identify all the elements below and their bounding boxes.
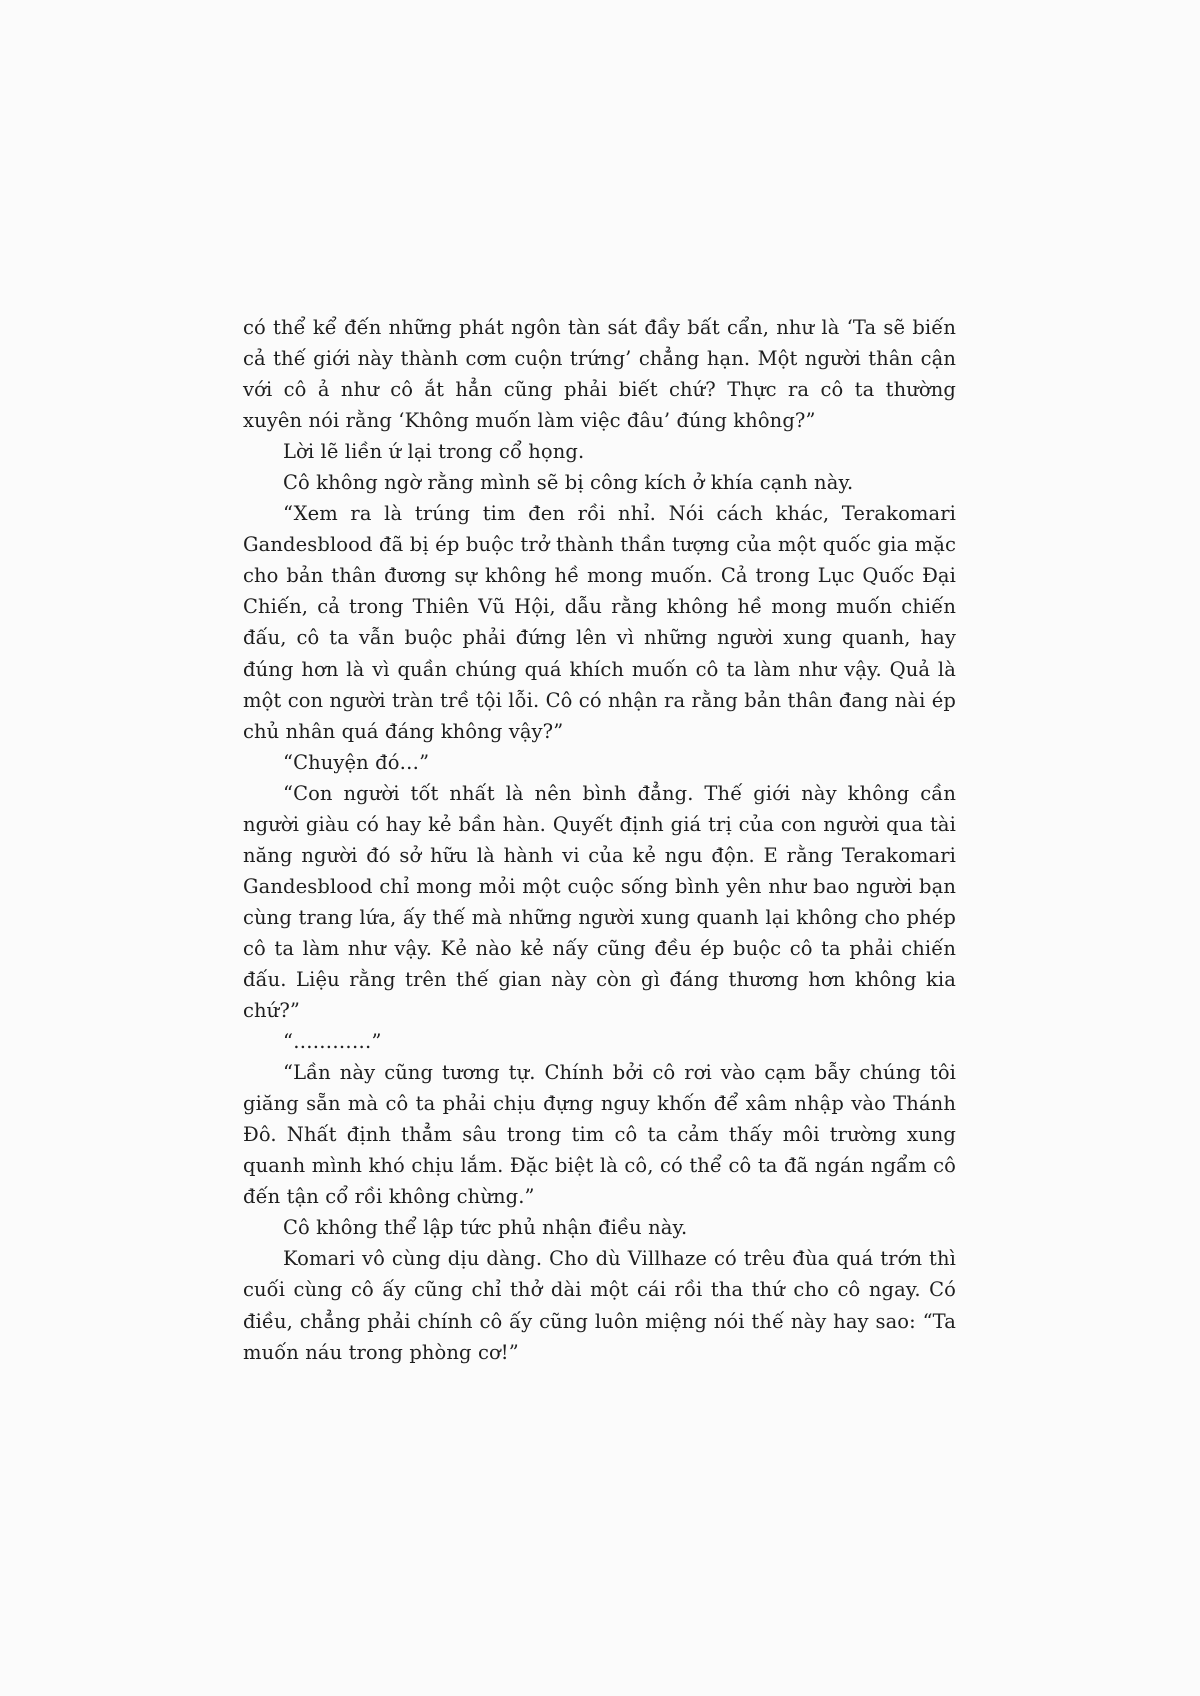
text-line: đấu, cô ta vẫn buộc phải đứng lên vì những người xung quanh, hay	[243, 626, 956, 650]
text-line: đấu. Liệu rằng trên thế gian này còn gì đáng thương hơn không kia	[243, 967, 956, 991]
text-line: Chiến, cả trong Thiên Vũ Hội, dẫu rằng không hề mong muốn chiến	[243, 595, 956, 619]
text-line: với cô ả như cô ắt hẳn cũng phải biết chứ? Thực ra cô ta thường	[243, 378, 956, 402]
text-line: Cô không ngờ rằng mình sẽ bị công kích ở khía cạnh này.	[283, 471, 854, 495]
text-line: xuyên nói rằng ‘Không muốn làm việc đâu’ đúng không?”	[243, 409, 816, 433]
text-line: cô ta làm như vậy. Kẻ nào kẻ nấy cũng đều ép buộc cô ta phải chiến	[243, 936, 956, 960]
text-line: Gandesblood đã bị ép buộc trở thành thần tượng của một quốc gia mặc	[243, 533, 956, 557]
text-line: “Con người tốt nhất là nên bình đẳng. Thế giới này không cần	[283, 781, 956, 805]
text-line: chứ?”	[243, 999, 300, 1023]
text-line: cùng trang lứa, ấy thế mà những người xung quanh lại không cho phép	[243, 905, 956, 929]
text-line: có thể kể đến những phát ngôn tàn sát đầy bất cẩn, như là ‘Ta sẽ biến	[243, 316, 956, 339]
text-line: đúng hơn là vì quần chúng quá khích muốn cô ta làm như vậy. Quả là	[243, 657, 956, 681]
text-line: Lời lẽ liền ứ lại trong cổ họng.	[283, 440, 585, 464]
text-line: đến tận cổ rồi không chừng.”	[243, 1185, 535, 1209]
text-line: “Chuyện đó…”	[283, 750, 430, 774]
page-body-text	[243, 312, 956, 1368]
text-line: “…………”	[283, 1030, 382, 1054]
text-line: quanh mình khó chịu lắm. Đặc biệt là cô, có thể cô ta đã ngán ngẩm cô	[243, 1154, 956, 1178]
text-line: “Lần này cũng tương tự. Chính bởi cô rơi vào cạm bẫy chúng tôi	[283, 1061, 956, 1085]
text-line: cuối cùng cô ấy cũng chỉ thở dài một cái rồi tha thứ cho cô ngay. Có	[243, 1278, 956, 1302]
text-line: người giàu có hay kẻ bần hàn. Quyết định giá trị của con người qua tài	[243, 812, 956, 836]
text-line: Gandesblood chỉ mong mỏi một cuộc sống bình yên như bao người bạn	[243, 874, 956, 898]
text-line: năng người đó sở hữu là hành vi của kẻ ngu độn. E rằng Terakomari	[243, 843, 956, 867]
text-line: một con người tràn trề tội lỗi. Cô có nhận ra rằng bản thân đang nài ép	[243, 688, 956, 712]
text-line: muốn náu trong phòng cơ!”	[243, 1340, 519, 1364]
text-line: cho bản thân đương sự không hề mong muốn. Cả trong Lục Quốc Đại	[243, 564, 956, 588]
text-line: giăng sẵn mà cô ta phải chịu đựng nguy khốn để xâm nhập vào Thánh	[243, 1092, 956, 1116]
text-line: Komari vô cùng dịu dàng. Cho dù Villhaze có trêu đùa quá trớn thì	[283, 1247, 956, 1271]
text-line: Cô không thể lập tức phủ nhận điều này.	[283, 1216, 688, 1240]
text-line: Đô. Nhất định thẳm sâu trong tim cô ta cảm thấy môi trường xung	[243, 1123, 956, 1147]
text-line: cả thế giới này thành cơm cuộn trứng’ chẳng hạn. Một người thân cận	[243, 347, 956, 371]
text-line: điều, chẳng phải chính cô ấy cũng luôn miệng nói thế này hay sao: “Ta	[243, 1309, 956, 1333]
text-line: chủ nhân quá đáng không vậy?”	[243, 719, 564, 743]
text-line: “Xem ra là trúng tim đen rồi nhỉ. Nói cách khác, Terakomari	[283, 502, 956, 526]
